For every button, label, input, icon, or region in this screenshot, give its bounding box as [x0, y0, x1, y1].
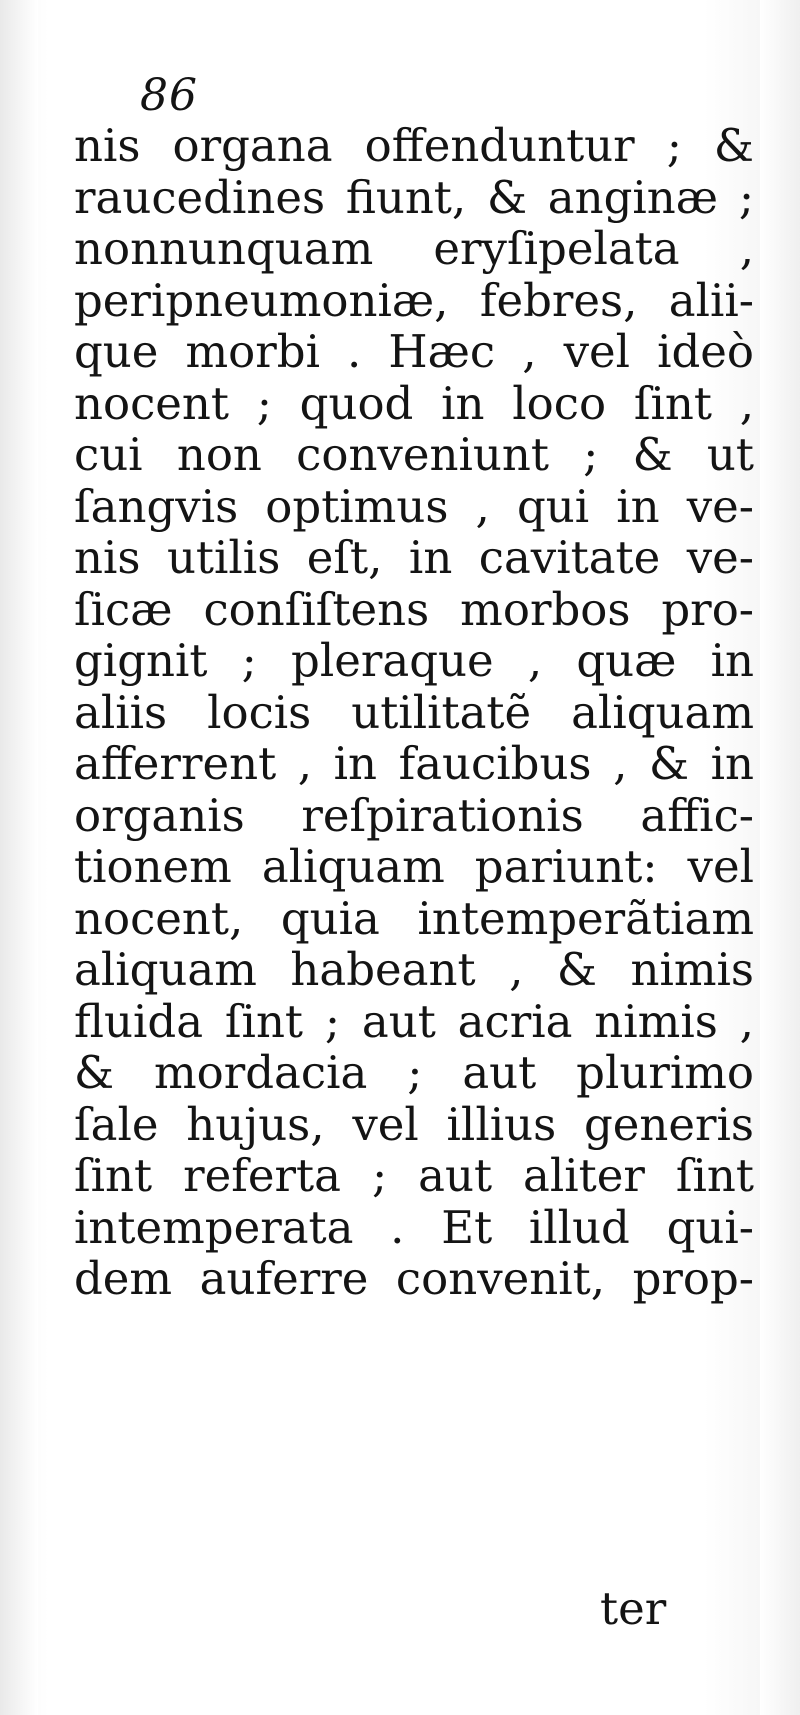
body-text	[74, 120, 754, 1305]
text-line: dem auferre convenit, prop-	[74, 1253, 754, 1305]
text-line: nocent ; quod in loco ſint ,	[74, 377, 754, 429]
scan-shadow-right	[760, 0, 800, 1715]
text-line: cui non conveniunt ; & ut	[74, 429, 754, 481]
page-number: 86	[140, 70, 198, 121]
text-line: fluida ſint ; aut acria nimis ,	[74, 995, 754, 1047]
text-line: afferrent , in faucibus , & in	[74, 738, 754, 790]
text-line: nis organa offenduntur ; &	[74, 120, 754, 172]
text-line: organis reſpirationis affic-	[74, 789, 754, 841]
text-line: gignit ; pleraque , quæ in	[74, 635, 754, 687]
text-line: raucedines fiunt, & anginæ ;	[74, 171, 754, 223]
scan-shadow-left	[0, 0, 38, 1715]
text-line: aliis locis utilitatẽ aliquam	[74, 686, 754, 738]
text-line: ſangvis optimus , qui in ve-	[74, 480, 754, 532]
text-line: aliquam habeant , & nimis	[74, 944, 754, 996]
text-line: nonnunquam eryſipelata ,	[74, 223, 754, 275]
catchword: ter	[600, 1582, 667, 1635]
text-line: tionem aliquam pariunt: vel	[74, 841, 754, 893]
text-line: que morbi . Hæc , vel ideò	[74, 326, 754, 378]
text-line: ſint referta ; aut aliter ſint	[74, 1150, 754, 1202]
text-line: nis utilis eſt, in cavitate ve-	[74, 532, 754, 584]
text-line: nocent, quia intemperãtiam	[74, 892, 754, 944]
text-line: & mordacia ; aut plurimo	[74, 1047, 754, 1099]
text-line: ſale hujus, vel illius generis	[74, 1098, 754, 1150]
text-line: peripneumoniæ, febres, alii-	[74, 274, 754, 326]
text-line: intemperata . Et illud qui-	[74, 1201, 754, 1253]
text-line: ſicæ conſiſtens morbos pro-	[74, 583, 754, 635]
